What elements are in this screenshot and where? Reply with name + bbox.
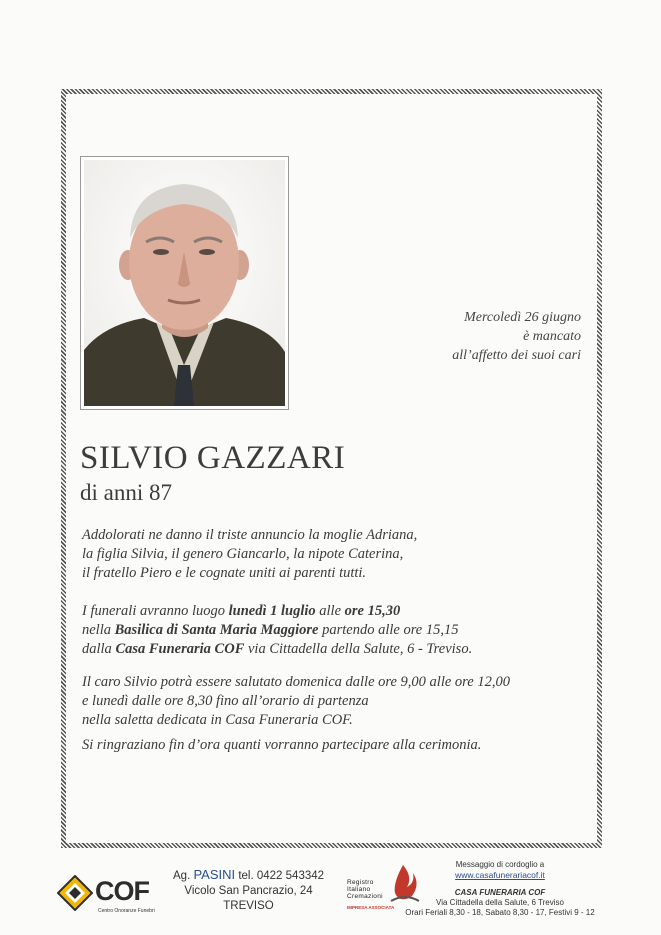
portrait-photo [80, 156, 289, 410]
funeral-home-address: Via Cittadella della Salute, 6 Treviso [436, 898, 564, 907]
text-run: partendo alle ore 15,15 [318, 622, 459, 638]
visitation-paragraph [82, 673, 510, 730]
condolence-info [405, 860, 595, 918]
condolence-label: Messaggio di cordoglio a [455, 860, 545, 869]
funeral-home-name: CASA FUNERARIA COF [454, 888, 546, 897]
condolence-website-link[interactable]: www.casafunerariacof.it [455, 870, 545, 880]
agency-info [173, 867, 324, 914]
funeral-time: ore 15,30 [344, 603, 401, 619]
visitation-line: Il caro Silvio potrà essere salutato domenica dalle ore 9,00 alle ore 12,00 [82, 674, 510, 690]
funeral-line [82, 621, 472, 640]
announcement-line: la figlia Silvia, il genero Giancarlo, la nipote Caterina, [82, 546, 404, 562]
cof-logo-text: COF [95, 876, 149, 906]
cof-diamond-icon [57, 875, 93, 911]
visitation-line: nella saletta dedicata in Casa Funeraria COF. [82, 712, 353, 728]
funeral-home: Casa Funeraria COF [115, 641, 245, 657]
funeral-line [82, 602, 472, 621]
deceased-age: di anni 87 [80, 480, 172, 505]
announcement-paragraph [82, 526, 417, 583]
registro-line: Registro [347, 879, 374, 886]
funeral-line [82, 640, 472, 659]
text-run: nella [82, 622, 115, 638]
date-line: Mercoledì 26 giugno [464, 310, 581, 325]
text-run: I funerali avranno luogo [82, 603, 229, 619]
thanks-line: Si ringraziano fin d’ora quanti vorranno partecipare alla cerimonia. [82, 737, 482, 753]
agency-name: PASINI [193, 867, 236, 882]
agency-phone: tel. 0422 543342 [235, 870, 325, 882]
date-line: è mancato [523, 329, 581, 344]
registro-line: Italiano [347, 886, 371, 893]
text-run: alle [315, 603, 345, 619]
announcement-line: il fratello Piero e le cognate uniti ai parenti tutti. [82, 565, 367, 581]
deceased-name: SILVIO GAZZARI [80, 440, 346, 476]
agency-address: Vicolo San Pancrazio, 24 [184, 885, 313, 897]
funeral-paragraph [82, 602, 472, 659]
registro-line: Cremazioni [347, 893, 383, 900]
funeral-day: lunedì 1 luglio [228, 603, 316, 619]
text-run: dalla [82, 641, 116, 657]
visitation-line: e lunedì dalle ore 8,30 fino all’orario di partenza [82, 693, 369, 709]
death-date-notice [452, 308, 581, 365]
cof-subtitle: Centro Onoranze Funebri [98, 908, 155, 914]
agency-line [173, 867, 324, 884]
text-run: Ag. [173, 870, 194, 882]
announcement-line: Addolorati ne danno il triste annuncio la moglie Adriana, [82, 527, 418, 543]
text-run: via Cittadella della Salute, 6 - Treviso. [244, 641, 473, 657]
date-line: all’affetto dei suoi cari [452, 348, 581, 363]
cof-logo [57, 875, 157, 917]
thanks-paragraph [82, 736, 481, 755]
funeral-home-hours: Orari Feriali 8,30 - 18, Sabato 8,30 - 17, Festivi 9 - 12 [405, 908, 595, 917]
registro-associate: IMPRESA ASSOCIATA [347, 905, 395, 910]
footer [0, 855, 661, 935]
funeral-church: Basilica di Santa Maria Maggiore [114, 622, 319, 638]
agency-city: TREVISO [223, 900, 274, 912]
